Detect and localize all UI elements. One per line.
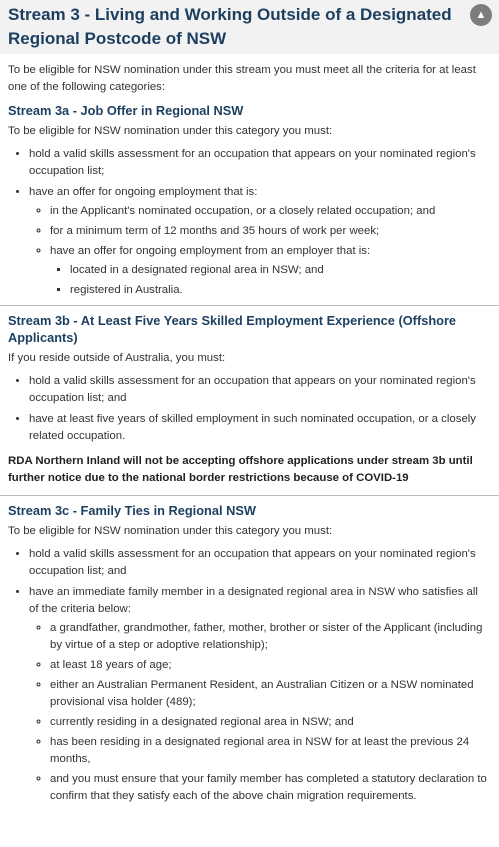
sub-list-item: ◦ in the Applicant's nominated occupation, or a closely related occupation; and [50,203,490,220]
sub-list-item: ◦ for a minimum term of 12 months and 35 hours of work per week; [50,223,490,240]
stream-3a-criteria-list [8,146,490,299]
stream-3c-criteria-list [8,546,490,805]
accordion-content [0,54,499,805]
covid-notice: RDA Northern Inland will not be accepting offshore applications under stream 3b until further notice due to the national border restrictions because of COVID-19 [8,455,473,484]
sub-list-item: ◦ currently residing in a designated regional area in NSW; and [50,714,490,731]
sub-list [29,203,490,299]
list-item-text: have an offer for ongoing employment that is: [29,186,258,198]
list-item [29,184,490,299]
sub-list-item: ◦ and you must ensure that your family member has completed a statutory declaration to confirm that they satisfy each of the above chain migration requirements. [50,771,490,805]
section-divider [0,305,499,306]
stream-3c-heading: Stream 3c - Family Ties in Regional NSW [8,503,256,518]
stream-3b-section [8,312,490,487]
stream-3a-heading: Stream 3a - Job Offer in Regional NSW [8,103,244,118]
accordion-header[interactable] [0,0,499,54]
sub-list-item: ◦ at least 18 years of age; [50,657,490,674]
list-item-text: have an immediate family member in a designated regional area in NSW who satisfies all of the criteria below: [29,586,478,615]
stream-3b-criteria-list [8,373,490,445]
list-item: • hold a valid skills assessment for an occupation that appears on your nominated region's occupation list; [29,146,490,180]
sub-sub-list-item: ▪ registered in Australia. [70,282,490,299]
sub-sub-list-item: ▪ located in a designated regional area in NSW; and [70,262,490,279]
stream-3c-intro: To be eligible for NSW nomination under this category you must: [8,525,333,537]
stream-3c-section [8,502,490,805]
sub-list-item: ◦ has been residing in a designated regional area in NSW for at least the previous 24 months, [50,734,490,768]
chevron-up-icon[interactable]: ▲ [470,4,492,26]
stream-3a-section [8,102,490,299]
list-item: • have at least five years of skilled employment in such nominated occupation, or a closely related occupation. [29,411,490,445]
sub-list-item-text: have an offer for ongoing employment from an employer that is: [50,245,371,257]
accordion-title: Stream 3 - Living and Working Outside of a Designated Regional Postcode of NSW [8,5,452,48]
sub-sub-list [50,262,490,299]
stream-3b-intro: If you reside outside of Australia, you must: [8,352,226,364]
stream-intro-text: To be eligible for NSW nomination under this stream you must meet all the criteria for at least one of the following categories: [8,64,476,93]
sub-list [29,620,490,805]
list-item [29,584,490,805]
section-divider [0,495,499,496]
sub-list-item [50,243,490,299]
sub-list-item: ◦ either an Australian Permanent Resident, an Australian Citizen or a NSW nominated provisional visa holder (489); [50,677,490,711]
stream-3a-intro: To be eligible for NSW nomination under this category you must: [8,125,333,137]
list-item: • hold a valid skills assessment for an occupation that appears on your nominated region's occupation list; and [29,373,490,407]
stream-3b-heading: Stream 3b - At Least Five Years Skilled Employment Experience (Offshore Applicants) [8,313,457,345]
sub-list-item: ◦ a grandfather, grandmother, father, mother, brother or sister of the Applicant (including by virtue of a step or adoptive relationship); [50,620,490,654]
list-item: • hold a valid skills assessment for an occupation that appears on your nominated region's occupation list; and [29,546,490,580]
